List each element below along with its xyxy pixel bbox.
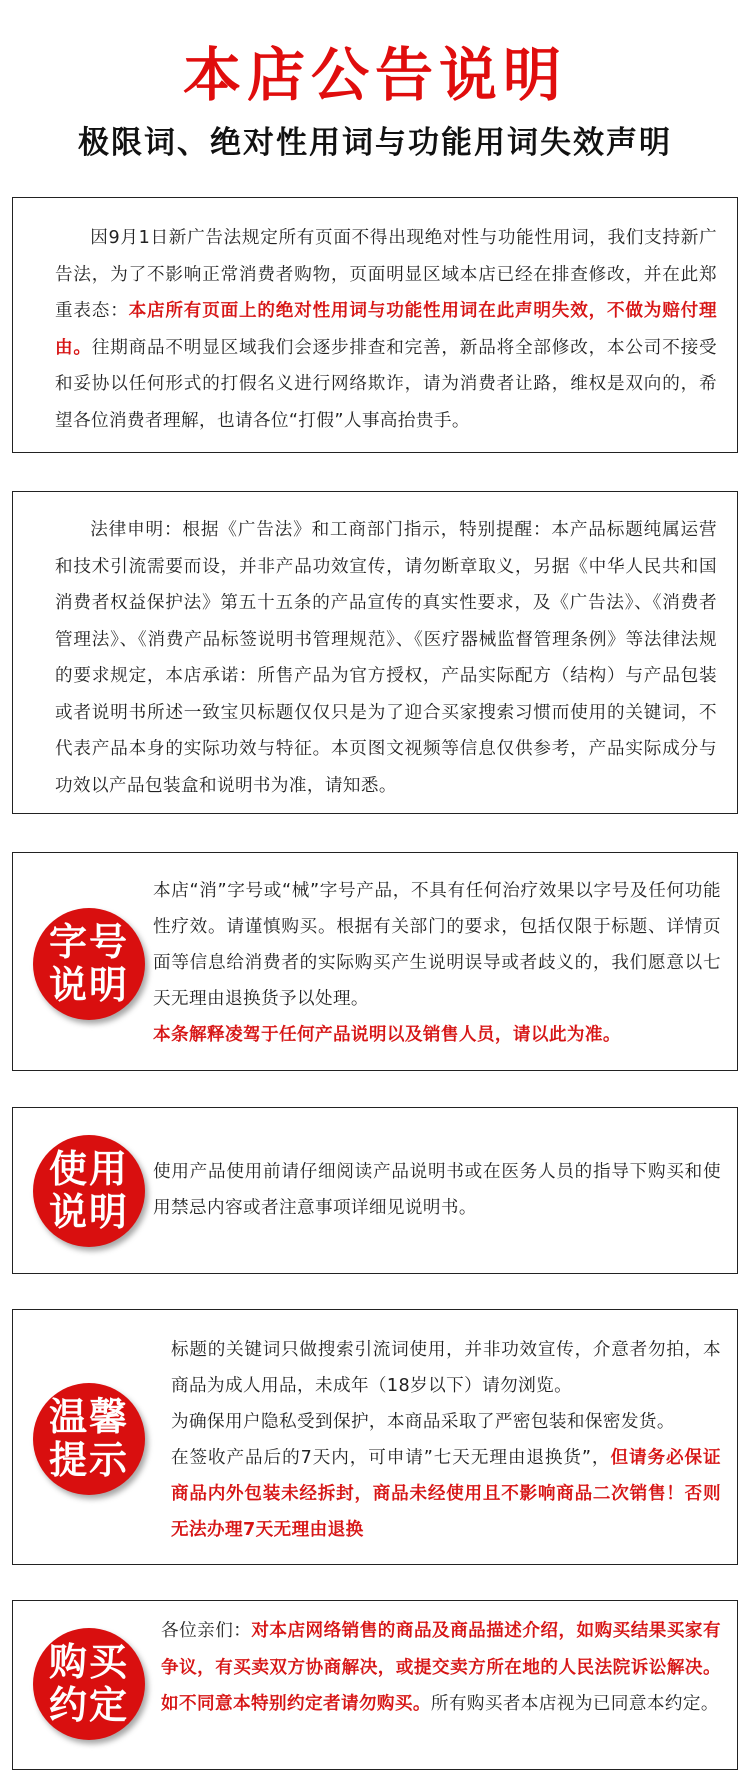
tips-badge xyxy=(33,1383,145,1495)
legal-statement-text: 法律申明：根据《广告法》和工商部门指示，特别提醒：本产品标题纯属运营和技术引流需要而设，并非产品功效宣传，请勿断章取义，另据《中华人民共和国消费者权益保护法》第五十五条的产品宣传的真实性要求，及《广告法》、《消费者管理法》、《消费产品标签说明书管理规范》、《医疗器械监督管理条例》等法律法规的要求规定，本店承诺：所售产品为官方授权，产品实际配方（结构）与产品包装或者说明书所述一致宝贝标题仅仅只是为了迎合买家搜索习惯而使用的关键词，不代表产品本身的实际功效与特征。本页图文视频等信息仅供参考，产品实际成分与功效以产品包装盒和说明书为准，请知悉。 xyxy=(55,520,717,796)
tips-return-highlight: 但请务必保证商品内外包装未经拆封，商品未经使用且不影响商品二次销售！否则无法办理7天无理由退换 xyxy=(171,1448,721,1540)
notice-ad-law-outro: 往期商品不明显区域我们会逐步排查和完善，新品将全部修改，本公司不接受和妥协以任何形式的打假名义进行网络欺诈，请为消费者让路，维权是双向的，希望各位消费者理解，也请各位“打假”人事高抬贵手。 xyxy=(55,337,717,431)
notice-ad-law-text xyxy=(55,220,717,439)
agreement-text xyxy=(161,1613,721,1723)
agreement-greeting: 各位亲们： xyxy=(161,1621,252,1641)
zihao-highlight: 本条解释凌驾于任何产品说明以及销售人员，请以此为准。 xyxy=(153,1025,621,1045)
legal-statement-box xyxy=(12,491,738,814)
tips-badge-label: 温馨提示 xyxy=(48,1395,129,1482)
agreement-outro: 所有购买者本店视为已同意本约定。 xyxy=(430,1694,719,1714)
tips-text-block xyxy=(171,1332,721,1548)
zihao-badge-label: 字号说明 xyxy=(48,920,129,1007)
page-title: 本店公告说明 xyxy=(182,41,567,109)
zihao-section xyxy=(12,852,738,1071)
usage-section xyxy=(12,1107,738,1274)
zihao-text: 本店“消”字号或“械”字号产品，不具有任何治疗效果以字号及任何功能性疗效。请谨慎购买。根据有关部门的要求，包括仅限于标题、详情页面等信息给消费者的实际购买产生说明误导或者歧义的，我们愿意以七天无理由退换货予以处理。 xyxy=(153,881,721,1009)
agreement-badge xyxy=(33,1628,145,1740)
tips-text-return xyxy=(171,1440,721,1548)
tips-text-keywords: 标题的关键词只做搜索引流词使用，并非功效宣传，介意者勿拍，本商品为成人用品，未成年（18岁以下）请勿浏览。 xyxy=(171,1340,721,1396)
zihao-text-block xyxy=(153,873,721,1053)
notice-ad-law-box xyxy=(12,197,738,453)
agreement-text-block xyxy=(161,1613,721,1723)
notice-ad-law-highlight: 本店所有页面上的绝对性用词与功能性用词在此声明失效，不做为赔付理由。 xyxy=(55,301,717,358)
tips-text-privacy: 为确保用户隐私受到保护，本商品采取了严密包装和保密发货。 xyxy=(171,1412,675,1432)
usage-text: 使用产品使用前请仔细阅读产品说明书或在医务人员的指导下购买和使用禁忌内容或者注意事项详细见说明书。 xyxy=(153,1162,721,1218)
tips-section xyxy=(12,1309,738,1565)
page-subtitle: 极限词、绝对性用词与功能用词失效声明 xyxy=(78,125,672,161)
notice-ad-law-intro: 因9月1日新广告法规定所有页面不得出现绝对性与功能性用词，我们支持新广告法，为了不影响正常消费者购物，页面明显区域本店已经在排查修改，并在此郑重表态： xyxy=(55,228,717,321)
tips-return-intro: 在签收产品后的7天内，可申请”七天无理由退换货”， xyxy=(171,1448,611,1468)
zihao-badge xyxy=(33,908,145,1020)
agreement-badge-label: 购买约定 xyxy=(48,1640,129,1727)
usage-badge-label: 使用说明 xyxy=(48,1147,129,1234)
agreement-highlight: 对本店网络销售的商品及商品描述介绍，如购买结果买家有争议，有买卖双方协商解决，或提交卖方所在地的人民法院诉讼解决。如不同意本特别约定者请勿购买。 xyxy=(161,1621,721,1714)
usage-badge xyxy=(33,1135,145,1247)
usage-text-block xyxy=(153,1154,721,1226)
agreement-section xyxy=(12,1600,738,1770)
